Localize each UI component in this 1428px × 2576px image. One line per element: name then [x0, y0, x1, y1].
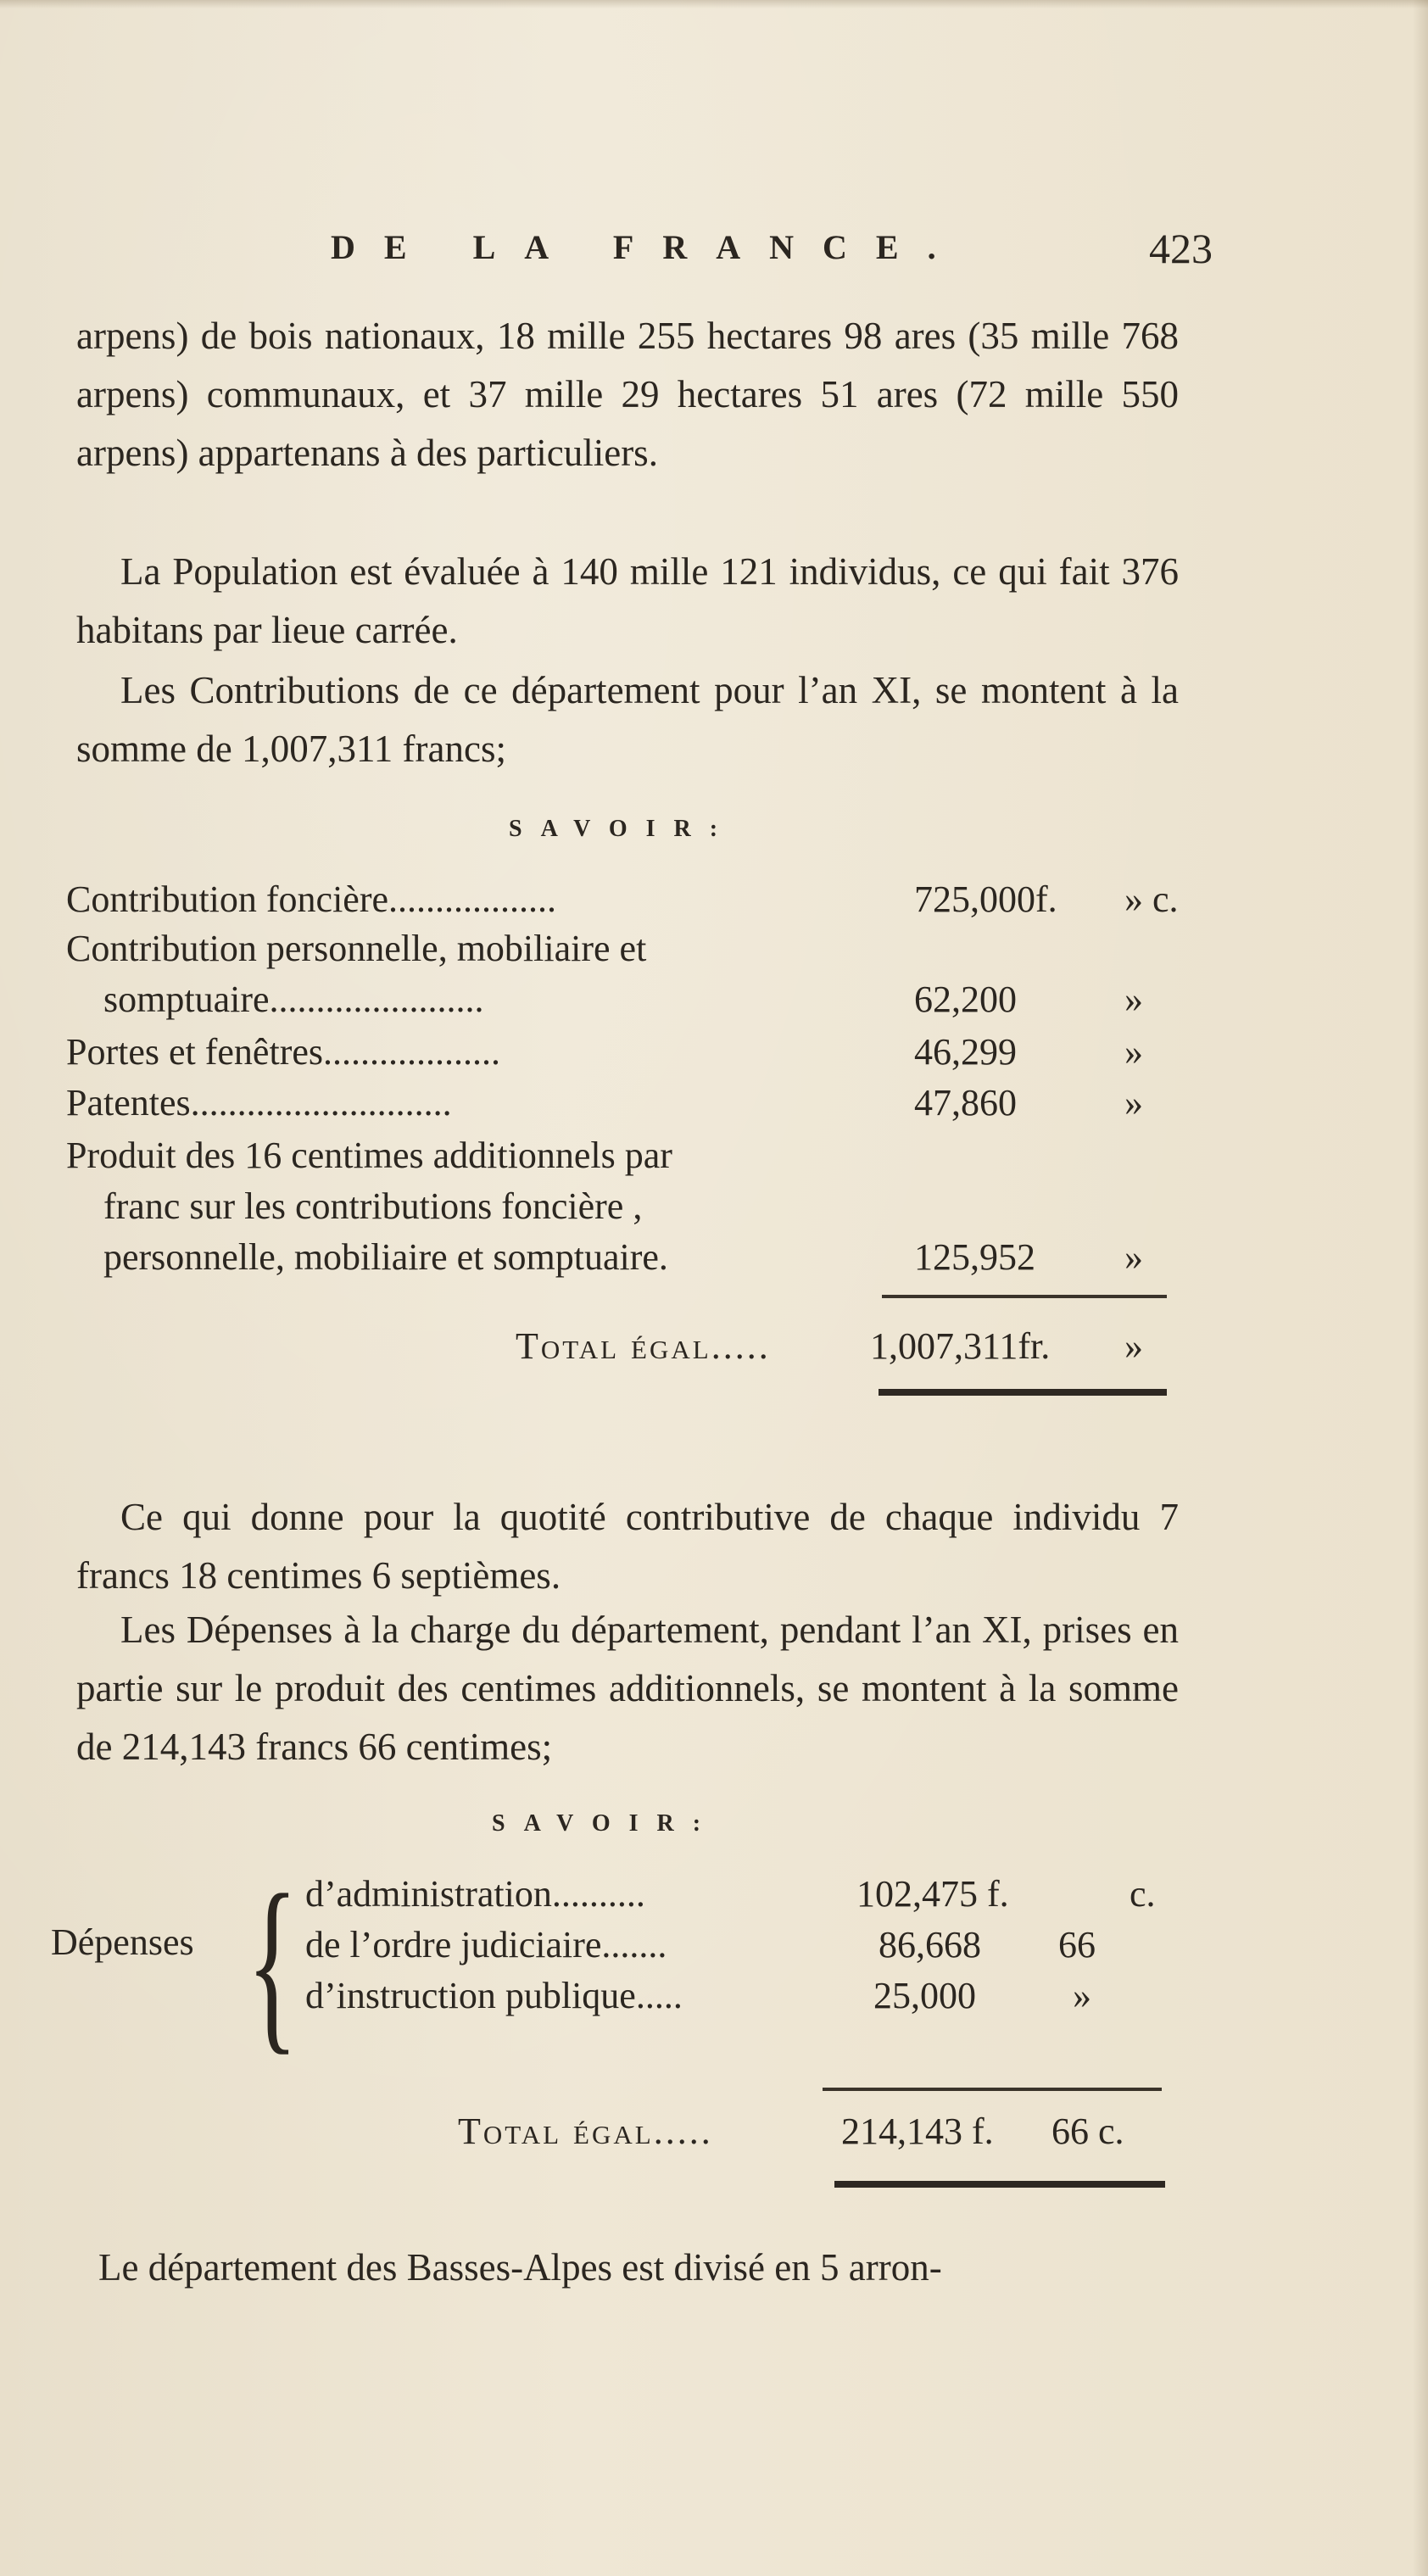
- row-amount: 725,000f.: [914, 878, 1057, 920]
- row-amount: 47,860: [914, 1082, 1017, 1124]
- row-amount: 62,200: [914, 979, 1017, 1020]
- total-label: Total égal.....: [458, 2110, 713, 2152]
- paragraph-land: arpens) de bois nationaux, 18 mille 255 hectares 98 ares (35 mille 768 arpens) communaux, et 37 mille 29 hectares 51 ares (72 mille 550 arpens) appartenans à des particuliers.: [76, 315, 1179, 474]
- row-cents: c.: [1130, 1873, 1156, 1915]
- row-amount: 102,475 f.: [856, 1873, 1009, 1915]
- row-label: Contribution personnelle, mobiliaire et: [66, 928, 647, 969]
- total-double-rule: [879, 1389, 1167, 1396]
- sum-rule: [882, 1295, 1167, 1298]
- row-label: d’instruction publique.....: [305, 1975, 683, 2016]
- sum-rule-2: [823, 2088, 1162, 2091]
- depenses-label: Dépenses: [51, 1921, 194, 1963]
- row-amount: 25,000: [873, 1975, 976, 2016]
- total-double-rule-2: [834, 2181, 1165, 2188]
- row-label: Produit des 16 centimes additionnels par: [66, 1135, 672, 1176]
- row-cents: »: [1124, 1082, 1143, 1124]
- running-title: DE LA FRANCE.: [331, 228, 965, 266]
- row-label: personnelle, mobiliaire et somptuaire.: [103, 1236, 668, 1278]
- page-edge-top: [0, 0, 1428, 8]
- row-cents: »: [1124, 979, 1143, 1020]
- total-amount: 1,007,311fr.: [870, 1325, 1051, 1367]
- last-line: Le département des Basses-Alpes est divisé en 5 arron-: [98, 2246, 942, 2289]
- table-row: [66, 1134, 1185, 1185]
- row-cents: » c.: [1124, 878, 1179, 920]
- curly-brace-icon: {: [246, 1854, 298, 2071]
- row-label: de l’ordre judiciaire.......: [305, 1924, 667, 1965]
- row-amount: 86,668: [879, 1924, 981, 1965]
- paragraph-quotite: Ce qui donne pour la quotité contributive de chaque individu 7 francs 18 centimes 6 septièmes.: [76, 1496, 1179, 1597]
- total-row: [66, 1324, 1185, 1375]
- table-row: [66, 878, 1185, 928]
- table-row: [66, 1235, 1185, 1286]
- row-cents: »: [1073, 1975, 1091, 2016]
- row-label: d’administration..........: [305, 1873, 645, 1915]
- table-row: [66, 1185, 1185, 1235]
- paragraph-contributions: Les Contributions de ce département pour l’an XI, se montent à la somme de 1,007,311 francs;: [76, 669, 1179, 770]
- page-header: [331, 227, 1213, 287]
- total-cents: 66 c.: [1051, 2110, 1124, 2152]
- row-cents: »: [1124, 1031, 1143, 1073]
- row-cents: 66: [1058, 1924, 1096, 1965]
- table-row: [66, 927, 1185, 978]
- row-label: Portes et fenêtres...................: [66, 1031, 500, 1073]
- table-row: [66, 1030, 1185, 1081]
- total-label: Total égal.....: [516, 1325, 771, 1367]
- table-row: [305, 1872, 1425, 1923]
- page-edge-right: [1413, 0, 1428, 2576]
- table-row: [66, 1081, 1185, 1132]
- table-row: [66, 978, 1185, 1029]
- table-row: [305, 1923, 1425, 1974]
- row-label: Contribution foncière..................: [66, 878, 557, 920]
- paragraph-depenses: Les Dépenses à la charge du département, pendant l’an XI, prises en partie sur le produit des centimes additionnels, se montent à la somme de 214,143 francs 66 centimes;: [76, 1609, 1179, 1768]
- paragraph-population: La Population est évaluée à 140 mille 121 individus, ce qui fait 376 habitans par lieue carrée.: [76, 550, 1179, 651]
- row-amount: 46,299: [914, 1031, 1017, 1073]
- row-label: Patentes............................: [66, 1082, 452, 1124]
- total-cents: »: [1124, 1325, 1143, 1367]
- row-label: franc sur les contributions foncière ,: [103, 1185, 643, 1227]
- savoir-heading: SAVOIR:: [509, 816, 737, 842]
- total-amount: 214,143 f.: [841, 2110, 994, 2152]
- page-number: 423: [1149, 225, 1213, 272]
- total-row: [458, 2110, 1428, 2161]
- table-row: [305, 1974, 1425, 2025]
- row-amount: 125,952: [914, 1236, 1035, 1278]
- row-cents: »: [1124, 1236, 1143, 1278]
- savoir-heading-2: SAVOIR:: [492, 1810, 720, 1837]
- row-label: somptuaire.......................: [103, 979, 484, 1020]
